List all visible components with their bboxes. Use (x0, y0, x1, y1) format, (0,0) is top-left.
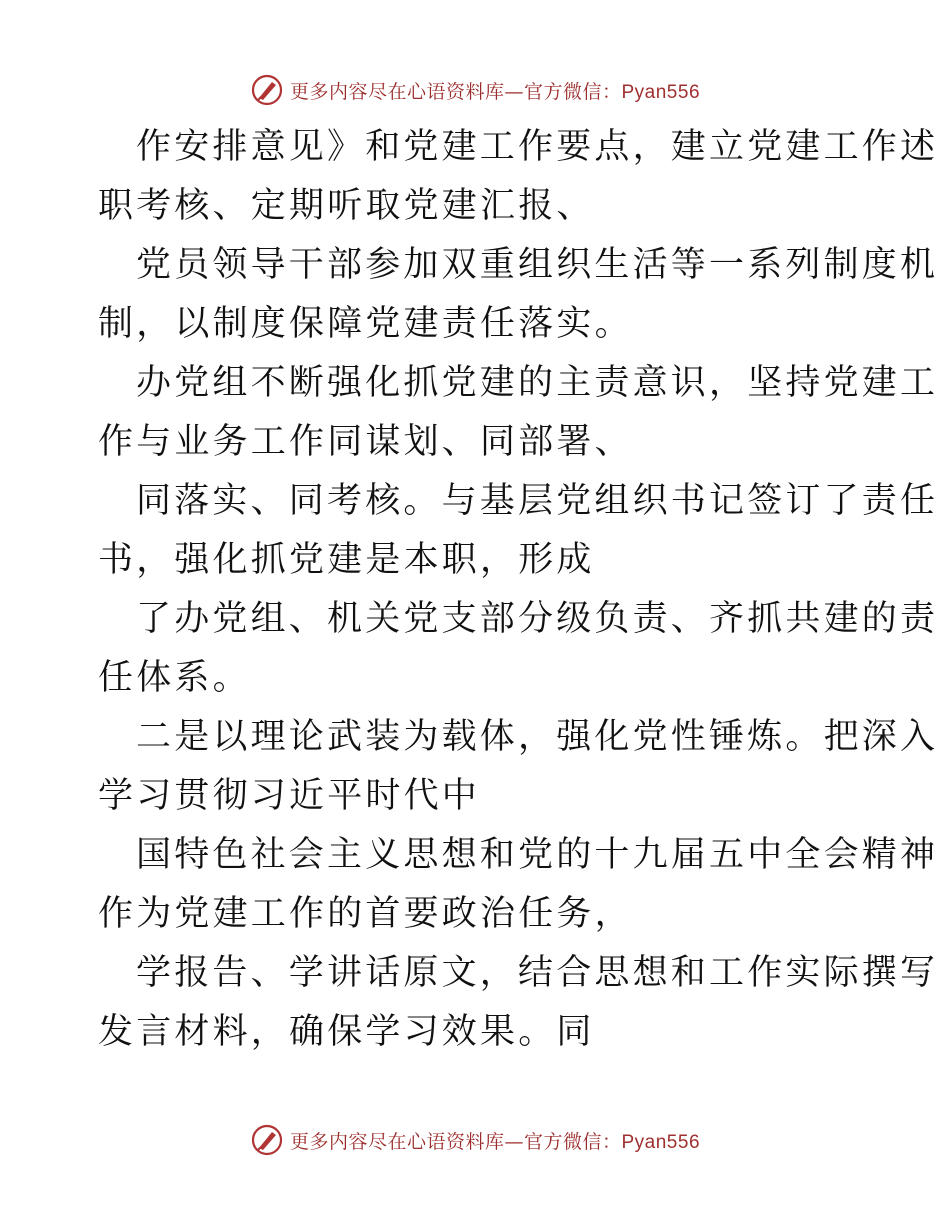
footer-banner-text: 更多内容尽在心语资料库—官方微信：Pyan556 (289, 1130, 701, 1153)
text-line: 国特色社会主义思想和党的十九届五中全会精神 (136, 835, 939, 875)
document-body (98, 118, 939, 1062)
header-watermark-banner (0, 70, 950, 110)
text-line: 制，以制度保障党建责任落实。 (98, 304, 633, 344)
text-line: 二是以理论武装为载体，强化党性锤炼。把深入 (136, 717, 939, 757)
text-line: 同落实、同考核。与基层党组织书记签订了责任 (136, 481, 939, 521)
text-line: 作与业务工作同谋划、同部署、 (98, 422, 633, 462)
header-wechat-id: Pyan556 (621, 81, 701, 103)
text-line: 书，强化抓党建是本职，形成 (98, 540, 595, 580)
text-line: 任体系。 (98, 658, 251, 698)
text-line: 学习贯彻习近平时代中 (98, 776, 481, 816)
text-line: 作安排意见》和党建工作要点，建立党建工作述 (136, 127, 939, 167)
quill-logo-icon (250, 73, 284, 107)
footer-watermark-banner (0, 1120, 950, 1160)
text-line: 职考核、定期听取党建汇报、 (98, 186, 595, 226)
header-banner-text: 更多内容尽在心语资料库—官方微信：Pyan556 (289, 80, 701, 103)
quill-logo-icon (250, 1123, 284, 1157)
text-line: 办党组不断强化抓党建的主责意识，坚持党建工 (136, 363, 939, 403)
footer-wechat-id: Pyan556 (621, 1131, 701, 1153)
text-line: 了办党组、机关党支部分级负责、齐抓共建的责 (136, 599, 939, 639)
text-line: 发言材料，确保学习效果。同 (98, 1012, 595, 1052)
text-line: 作为党建工作的首要政治任务， (98, 894, 633, 934)
text-line: 学报告、学讲话原文，结合思想和工作实际撰写 (136, 953, 939, 993)
text-line: 党员领导干部参加双重组织生活等一系列制度机 (136, 245, 939, 285)
